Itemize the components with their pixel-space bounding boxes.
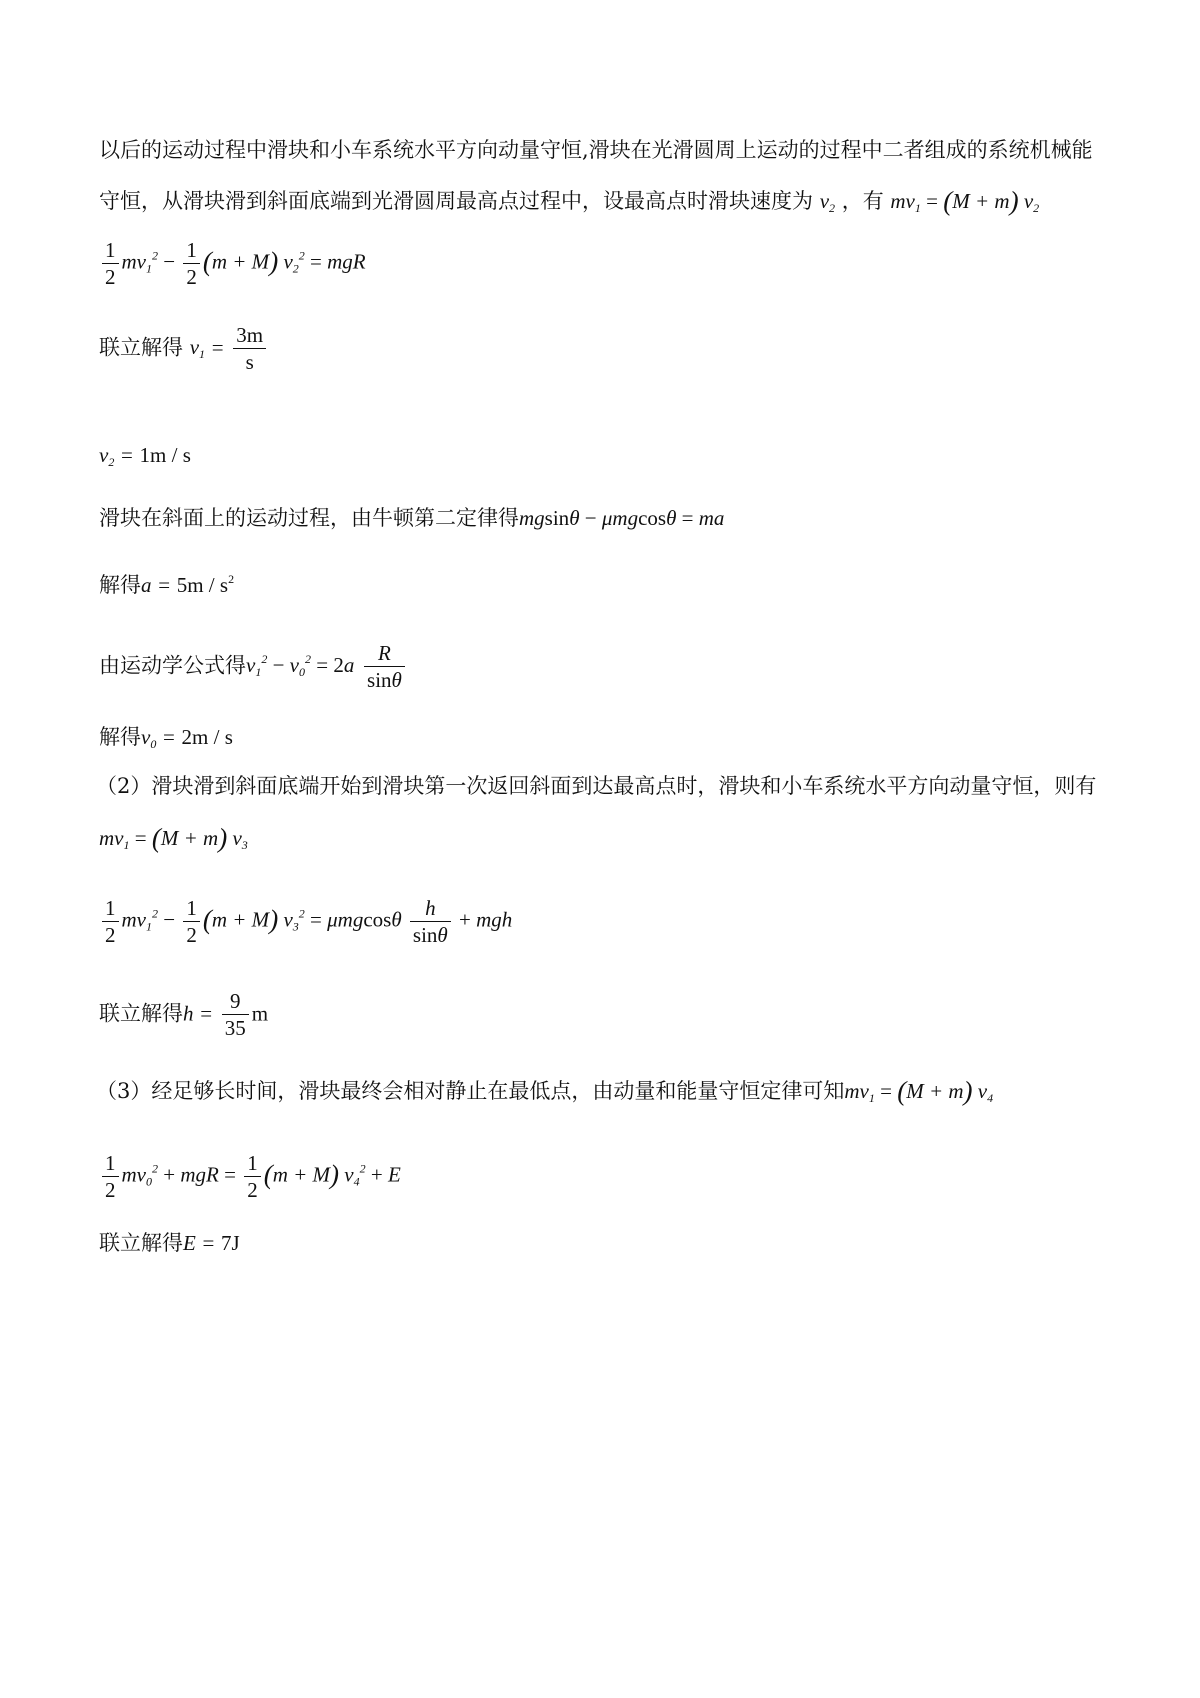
text-line: 由运动学公式得$v_1^2 - v_0^2 = 2a$ $\frac{R}{\sin\theta}$ xyxy=(99,640,408,694)
solution-line: 联立解得 $v_1$ = $\frac{3m}{s}$ xyxy=(99,322,269,376)
momentum-equation: $mv_1 = (M + m)$ $v_4$ xyxy=(844,1076,994,1106)
text-line: （2）滑块滑到斜面底端开始到滑块第一次返回斜面到达最高点时，滑块和小车系统水平方向动量守恒，则有 xyxy=(96,774,1097,798)
text-segment: 滑块在斜面上的运动过程，由牛顿第二定律得 xyxy=(99,506,519,530)
fraction-numerator: 3m xyxy=(233,322,266,349)
text-segment: 联立解得 xyxy=(99,1231,183,1255)
text-line xyxy=(96,1078,993,1105)
unit: m xyxy=(251,1001,269,1026)
text-line xyxy=(99,188,1039,215)
solution-line: 联立解得E = 7J xyxy=(99,1231,240,1255)
text-segment: 联立解得 xyxy=(99,1001,183,1026)
newton-equation: mgsinθ − μmgcosθ = ma xyxy=(519,506,725,530)
text-segment: 解得 xyxy=(99,725,141,749)
solution-line: 解得$a = 5m / s^2$ xyxy=(99,572,235,597)
text-segment: ，有 xyxy=(841,189,884,213)
text-segment: 联立解得 xyxy=(99,335,183,360)
momentum-equation: $mv_1 = (M + m)$ $v_3$ xyxy=(99,823,248,853)
equation-inline: $v_2$ xyxy=(819,189,836,215)
text-line xyxy=(99,508,724,529)
text-segment: 由运动学公式得 xyxy=(99,653,246,678)
fraction-numerator: 9 xyxy=(222,988,249,1015)
energy-equation: $\frac{1}{2}$ $mv_1^2$ − $\frac{1}{2}$ (m + M) $v_2^2$ = mgR xyxy=(99,237,366,291)
text-segment: 守恒，从滑块滑到斜面底端到光滑圆周最高点过程中，设最高点时滑块速度为 xyxy=(99,189,813,213)
fraction-denominator: s xyxy=(245,350,254,375)
momentum-equation: $mv_1 = (M + m)$ $v_2$ xyxy=(890,186,1040,216)
fraction-denominator: 35 xyxy=(224,1016,246,1041)
energy-equation: $\frac{1}{2}$ $mv_0^2$ + mgR = $\frac{1}{2}$ (m + M) $v_4^2 + E$ xyxy=(99,1150,401,1204)
value: 5m / s xyxy=(176,573,229,597)
solution-line: 解得$v_0 = 2m / s$ xyxy=(99,725,233,751)
solution-line: 联立解得h = $\frac{9}{35}$ m xyxy=(99,989,269,1041)
text-segment: （3）经足够长时间，滑块最终会相对静止在最低点，由动量和能量守恒定律可知 xyxy=(96,1079,845,1103)
energy-equation: $\frac{1}{2}$ $mv_1^2$ − $\frac{1}{2}$ (m + M) $v_3^2 = \mu mgcos\theta$ $\frac{h}{\sin\theta}$ + mgh xyxy=(99,895,512,949)
value: 7J xyxy=(221,1231,240,1255)
solution-line: $v_2 = 1m / s$ xyxy=(99,443,191,469)
text-line: 以后的运动过程中滑块和小车系统水平方向动量守恒,滑块在光滑圆周上运动的过程中二者组成的系统机械能 xyxy=(99,138,1093,162)
text-segment: 解得 xyxy=(99,573,141,597)
value: 1m / s xyxy=(139,443,191,467)
value: 2m / s xyxy=(181,725,233,749)
